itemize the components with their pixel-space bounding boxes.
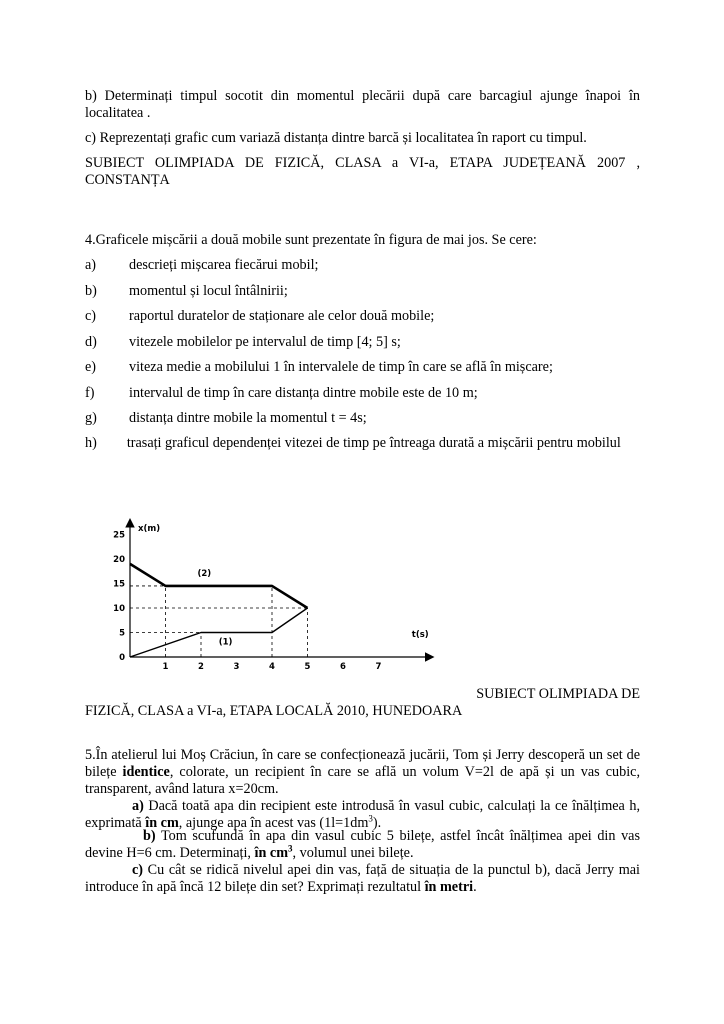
y-tick-labels	[113, 531, 125, 664]
part-c-label: c)	[132, 862, 144, 878]
part-b-label: b)	[143, 828, 156, 844]
x-tick-label: 3	[233, 662, 240, 672]
part-a-bold: în cm	[145, 815, 179, 831]
part-a-text: Dacă toată apa din recipient este introdusă în vasul cubic, calculați la ce înălțimea h, exprimată	[85, 798, 640, 831]
x-tick-label: 5	[304, 662, 311, 672]
item-label: a)	[85, 257, 97, 273]
y-tick-label: 20	[113, 555, 125, 565]
source-heading-2010-line1: SUBIECT OLIMPIADA DE	[476, 686, 640, 702]
series-2-label: (2)	[197, 569, 212, 580]
problem5-intro	[85, 747, 640, 798]
x-tick-label: 6	[340, 662, 346, 672]
part-a-text-3: ).	[372, 815, 382, 831]
item-label: g)	[85, 410, 97, 426]
part-c-text-2: .	[473, 879, 477, 895]
part-c-text: Cu cât se ridică nivelul apei din vas, față de situația de la punctul b), dacă Jerry mai introduce în apă încă 12 bilețe din set? Exprimați rezultatul	[85, 862, 640, 895]
part-b-bold-text: în cm	[254, 845, 289, 861]
item-text: descrieți mișcarea fiecărui mobil;	[129, 257, 319, 273]
item-label: e)	[85, 359, 97, 375]
x-tick-label: 7	[375, 662, 382, 672]
item-label: f)	[85, 385, 95, 401]
y-tick-label: 5	[119, 628, 125, 639]
part-a-superscript: 3	[368, 813, 373, 824]
problem5-intro-text-2: , colorate, un recipient în care se află un volum V=2l de apă și un vas cubic, transparent, având latura x=20cm.	[85, 764, 640, 797]
item-label: c)	[85, 308, 97, 324]
part-b-superscript: 3	[288, 843, 293, 854]
x-tick-label: 2	[198, 662, 204, 672]
item-label: h)	[85, 435, 97, 451]
problem4-item-h	[85, 435, 640, 452]
source-heading-2007: SUBIECT OLIMPIADA DE FIZICĂ, CLASA a VI-a, ETAPA JUDEȚEANĂ 2007 , CONSTANȚA	[85, 155, 640, 188]
y-tick-label: 0	[119, 653, 125, 663]
part-a-label: a)	[132, 798, 144, 814]
y-axis-label: x(m)	[138, 523, 161, 534]
problem5-part-c	[85, 862, 640, 896]
item-label: d)	[85, 334, 97, 350]
part-a-text-2: , ajunge apa în acest vas (1l=1dm	[178, 815, 369, 831]
y-tick-label: 15	[113, 579, 125, 590]
part-c-bold: în metri	[424, 879, 474, 895]
problem5-part-b	[85, 828, 640, 862]
problem5-part-a	[85, 798, 640, 832]
prev-problem-part-b: b) Determinați timpul socotit din momentul plecării după care barcagiul ajunge înapoi în localitatea .	[85, 88, 640, 121]
item-text: raportul duratelor de staționare ale celor două mobile;	[129, 308, 435, 324]
item-label: b)	[85, 283, 97, 299]
item-text: vitezele mobilelor pe intervalul de timp [4; 5] s;	[129, 334, 401, 350]
item-text: viteza medie a mobilului 1 în intervalele de timp în care se află în mișcare;	[129, 359, 553, 375]
y-tick-label: 10	[113, 604, 125, 614]
part-b-text: Tom scufundă în apa din vasul cubic 5 bilețe, astfel încât înălțimea apei din vas devine H=6 cm. Determinați,	[85, 828, 640, 861]
item-text: momentul și locul întâlnirii;	[129, 283, 288, 299]
problem4-intro: 4.Graficele mișcării a două mobile sunt prezentate în figura de mai jos. Se cere:	[85, 232, 537, 248]
source-heading-2010-line2: FIZICĂ, CLASA a VI-a, ETAPA LOCALĂ 2010, HUNEDOARA	[85, 703, 463, 719]
motion-graph	[110, 492, 440, 677]
problem5-intro-bold: identice	[122, 764, 170, 780]
item-text: distanța dintre mobile la momentul t = 4s;	[129, 410, 367, 426]
x-axis-label: t(s)	[411, 630, 429, 640]
item-text: intervalul de timp în care distanța dintre mobile este de 10 m;	[129, 385, 478, 401]
problem5-intro-text: 5.În atelierul lui Moș Crăciun, în care se confecționează jucării, Tom și Jerry descoperă un set de bilețe	[85, 747, 640, 780]
x-tick-labels	[163, 662, 382, 672]
y-tick-label: 25	[113, 530, 125, 541]
prev-problem-part-c: c) Reprezentați grafic cum variază distanța dintre barcă și localitatea în raport cu timpul.	[85, 130, 587, 146]
item-text: trasați graficul dependenței vitezei de timp pe întreaga durată a mișcării pentru mobilul	[126, 435, 621, 451]
part-b-text-2: , volumul unei bilețe.	[292, 845, 414, 861]
series-1-label: (1)	[218, 637, 233, 648]
part-b-bold	[255, 845, 293, 861]
x-tick-label: 1	[162, 662, 169, 672]
x-tick-label: 4	[269, 662, 275, 672]
